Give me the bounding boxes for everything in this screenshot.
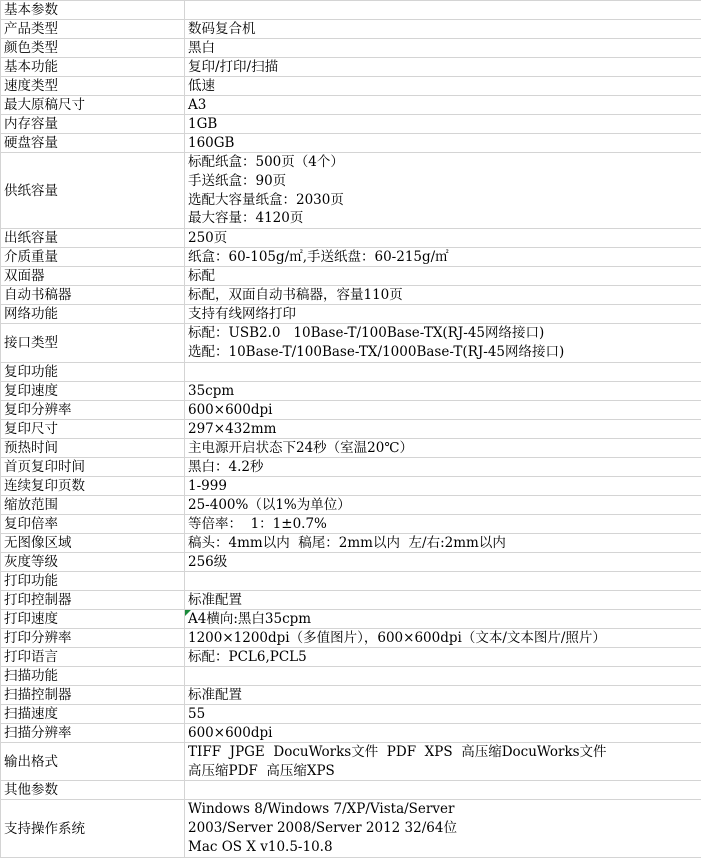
table-row — [1, 704, 701, 723]
param-value-cell[interactable] — [185, 590, 701, 609]
param-value: 标配：USB2.0 10Base-T/100Base-TX(RJ-45网络接口) 选配：10Base-T/100Base-TX/1000Base-T(RJ-45网络接口) — [188, 324, 698, 362]
table-row — [1, 476, 701, 495]
param-value-cell[interactable] — [185, 609, 701, 628]
param-value: A3 — [188, 97, 206, 113]
table-row — [1, 77, 701, 96]
param-value-cell[interactable] — [185, 324, 701, 363]
table-row — [1, 685, 701, 704]
param-value-cell[interactable] — [185, 742, 701, 781]
table-row — [1, 1, 701, 20]
param-name-cell[interactable] — [1, 134, 185, 153]
param-name: 复印功能 — [4, 364, 58, 380]
param-name: 灰度等级 — [4, 554, 58, 570]
param-value: 复印/打印/扫描 — [188, 59, 278, 75]
param-value-cell[interactable] — [185, 704, 701, 723]
param-value-cell[interactable] — [185, 229, 701, 248]
param-value: 标配，双面自动书稿器，容量110页 — [188, 287, 403, 303]
param-name-cell[interactable] — [1, 248, 185, 267]
table-row — [1, 666, 701, 685]
table-row — [1, 20, 701, 39]
param-value-cell[interactable] — [185, 495, 701, 514]
table-row — [1, 781, 701, 800]
param-value: 数码复合机 — [188, 21, 256, 37]
table-row — [1, 115, 701, 134]
param-name-cell[interactable] — [1, 267, 185, 286]
param-name: 自动书稿器 — [4, 287, 72, 303]
param-name-cell[interactable] — [1, 457, 185, 476]
param-name-cell[interactable] — [1, 742, 185, 781]
param-name-cell[interactable] — [1, 704, 185, 723]
param-value: 等倍率： 1：1±0.7% — [188, 516, 327, 532]
table-row — [1, 495, 701, 514]
param-name: 内存容量 — [4, 116, 58, 132]
param-name: 扫描功能 — [4, 668, 58, 684]
param-name-cell[interactable] — [1, 628, 185, 647]
param-value-cell[interactable] — [185, 400, 701, 419]
param-value: 纸盒：60-105g/㎡,手送纸盘：60-215g/㎡ — [188, 249, 449, 265]
table-row — [1, 362, 701, 381]
param-value-cell[interactable] — [185, 58, 701, 77]
param-value-cell[interactable] — [185, 438, 701, 457]
param-name: 速度类型 — [4, 78, 58, 94]
param-name-cell[interactable] — [1, 1, 185, 20]
param-name-cell[interactable] — [1, 153, 185, 229]
param-value: 黑白 — [188, 40, 215, 56]
table-row — [1, 628, 701, 647]
param-name-cell[interactable] — [1, 77, 185, 96]
param-name: 连续复印页数 — [4, 478, 85, 494]
param-value: A4横向:黑白35cpm — [188, 611, 311, 627]
param-value-cell[interactable] — [185, 305, 701, 324]
param-value: 256级 — [188, 554, 227, 570]
param-name-cell[interactable] — [1, 476, 185, 495]
param-value: 低速 — [188, 78, 215, 94]
table-row — [1, 571, 701, 590]
param-name: 打印速度 — [4, 611, 58, 627]
param-value-cell[interactable] — [185, 628, 701, 647]
table-row — [1, 324, 701, 363]
param-value: 支持有线网络打印 — [188, 306, 296, 322]
param-name-cell[interactable] — [1, 495, 185, 514]
param-name-cell[interactable] — [1, 609, 185, 628]
comment-indicator-icon[interactable] — [185, 610, 191, 616]
param-value-cell[interactable] — [185, 267, 701, 286]
param-value-cell[interactable] — [185, 77, 701, 96]
param-value-cell[interactable] — [185, 419, 701, 438]
param-name: 输出格式 — [4, 754, 58, 770]
table-row — [1, 723, 701, 742]
param-value-cell[interactable] — [185, 20, 701, 39]
param-name: 硬盘容量 — [4, 135, 58, 151]
param-value: 1GB — [188, 116, 217, 132]
param-value-cell[interactable] — [185, 533, 701, 552]
table-row — [1, 609, 701, 628]
param-name: 复印分辨率 — [4, 402, 72, 418]
param-value: 35cpm — [188, 383, 234, 399]
table-row — [1, 419, 701, 438]
param-name-cell[interactable] — [1, 723, 185, 742]
table-row — [1, 742, 701, 781]
param-value: 1200×1200dpi（多值图片），600×600dpi（文本/文本图片/照片） — [188, 630, 606, 646]
table-row — [1, 381, 701, 400]
param-value-cell[interactable] — [185, 115, 701, 134]
param-name-cell[interactable] — [1, 362, 185, 381]
param-value: 稿头：4mm以内 稿尾：2mm以内 左/右:2mm以内 — [188, 535, 506, 551]
param-value-cell[interactable] — [185, 685, 701, 704]
param-name: 出纸容量 — [4, 230, 58, 246]
param-name-cell[interactable] — [1, 552, 185, 571]
table-row — [1, 514, 701, 533]
table-row — [1, 438, 701, 457]
table-row — [1, 286, 701, 305]
param-value-cell[interactable] — [185, 39, 701, 58]
table-row — [1, 134, 701, 153]
param-name-cell[interactable] — [1, 400, 185, 419]
param-name-cell[interactable] — [1, 229, 185, 248]
param-value: TIFF JPGE DocuWorks文件 PDF XPS 高压缩DocuWorks文件 高压缩PDF 高压缩XPS — [188, 743, 698, 781]
param-value: 55 — [188, 706, 205, 722]
param-name: 其他参数 — [4, 782, 58, 798]
param-name-cell[interactable] — [1, 286, 185, 305]
param-name: 复印倍率 — [4, 516, 58, 532]
param-value-cell[interactable] — [185, 552, 701, 571]
param-name-cell[interactable] — [1, 324, 185, 363]
param-name: 供纸容量 — [4, 183, 58, 199]
param-name: 支持操作系统 — [4, 821, 85, 837]
param-value-cell[interactable] — [185, 723, 701, 742]
param-value-cell[interactable] — [185, 666, 701, 685]
table-row — [1, 647, 701, 666]
param-name: 最大原稿尺寸 — [4, 97, 85, 113]
param-value-cell[interactable] — [185, 248, 701, 267]
param-value-cell[interactable] — [185, 153, 701, 229]
table-row — [1, 58, 701, 77]
param-value-cell[interactable] — [185, 381, 701, 400]
param-value: 标配：PCL6,PCL5 — [188, 649, 307, 665]
param-value: 主电源开启状态下24秒（室温20℃） — [188, 440, 413, 456]
param-value-cell[interactable] — [185, 781, 701, 800]
param-value-cell[interactable] — [185, 800, 701, 857]
table-row — [1, 400, 701, 419]
param-name: 扫描速度 — [4, 706, 58, 722]
table-row — [1, 39, 701, 58]
param-value: 标准配置 — [188, 592, 242, 608]
param-name: 接口类型 — [4, 335, 58, 351]
param-name-cell[interactable] — [1, 800, 185, 857]
param-value-cell[interactable] — [185, 134, 701, 153]
param-name-cell[interactable] — [1, 647, 185, 666]
param-name: 打印控制器 — [4, 592, 72, 608]
param-name-cell[interactable] — [1, 381, 185, 400]
param-name: 打印分辨率 — [4, 630, 72, 646]
param-value-cell[interactable] — [185, 457, 701, 476]
param-name: 缩放范围 — [4, 497, 58, 513]
param-value: 160GB — [188, 135, 234, 151]
param-name-cell[interactable] — [1, 20, 185, 39]
param-value-cell[interactable] — [185, 647, 701, 666]
param-name: 复印速度 — [4, 383, 58, 399]
param-value: 250页 — [188, 230, 227, 246]
table-row — [1, 305, 701, 324]
param-name: 介质重量 — [4, 249, 58, 265]
param-value: 600×600dpi — [188, 402, 272, 418]
param-value: Windows 8/Windows 7/XP/Vista/Server 2003/Server 2008/Server 2012 32/64位 Mac OS X v10.5-10.8 — [188, 800, 698, 856]
param-value: 标配纸盒：500页（4个） 手送纸盒：90页 选配大容量纸盒：2030页 最大容量：4120页 — [188, 153, 698, 228]
param-value: 297×432mm — [188, 421, 276, 437]
param-value-cell[interactable] — [185, 362, 701, 381]
param-name: 首页复印时间 — [4, 459, 85, 475]
param-name: 基本功能 — [4, 59, 58, 75]
table-row — [1, 229, 701, 248]
param-value-cell[interactable] — [185, 286, 701, 305]
param-value: 1-999 — [188, 478, 227, 494]
param-name-cell[interactable] — [1, 533, 185, 552]
param-name: 双面器 — [4, 268, 45, 284]
table-row — [1, 457, 701, 476]
param-value-cell[interactable] — [185, 514, 701, 533]
param-name: 基本参数 — [4, 2, 58, 18]
param-value: 25-400%（以1%为单位） — [188, 497, 351, 513]
param-name-cell[interactable] — [1, 514, 185, 533]
param-name: 产品类型 — [4, 21, 58, 37]
param-value: 标准配置 — [188, 687, 242, 703]
param-name-cell[interactable] — [1, 58, 185, 77]
table-row — [1, 533, 701, 552]
param-value: 黑白：4.2秒 — [188, 459, 263, 475]
param-name: 网络功能 — [4, 306, 58, 322]
param-name-cell[interactable] — [1, 590, 185, 609]
param-name-cell[interactable] — [1, 115, 185, 134]
param-name: 颜色类型 — [4, 40, 58, 56]
param-name: 预热时间 — [4, 440, 58, 456]
param-name: 打印功能 — [4, 573, 58, 589]
table-row — [1, 800, 701, 857]
table-row — [1, 267, 701, 286]
table-row — [1, 153, 701, 229]
table-row — [1, 248, 701, 267]
param-name-cell[interactable] — [1, 39, 185, 58]
table-row — [1, 552, 701, 571]
param-name-cell[interactable] — [1, 438, 185, 457]
param-name: 打印语言 — [4, 649, 58, 665]
table-row — [1, 590, 701, 609]
param-value-cell[interactable] — [185, 476, 701, 495]
table-row — [1, 96, 701, 115]
param-value-cell[interactable] — [185, 1, 701, 20]
param-name: 无图像区域 — [4, 535, 72, 551]
param-value-cell[interactable] — [185, 96, 701, 115]
param-name: 扫描分辨率 — [4, 725, 72, 741]
param-name-cell[interactable] — [1, 685, 185, 704]
param-name-cell[interactable] — [1, 419, 185, 438]
param-value: 标配 — [188, 268, 215, 284]
param-name: 扫描控制器 — [4, 687, 72, 703]
param-name-cell[interactable] — [1, 571, 185, 590]
param-value: 600×600dpi — [188, 725, 272, 741]
param-name: 复印尺寸 — [4, 421, 58, 437]
param-value-cell[interactable] — [185, 571, 701, 590]
param-name-cell[interactable] — [1, 305, 185, 324]
param-name-cell[interactable] — [1, 781, 185, 800]
param-name-cell[interactable] — [1, 96, 185, 115]
param-name-cell[interactable] — [1, 666, 185, 685]
